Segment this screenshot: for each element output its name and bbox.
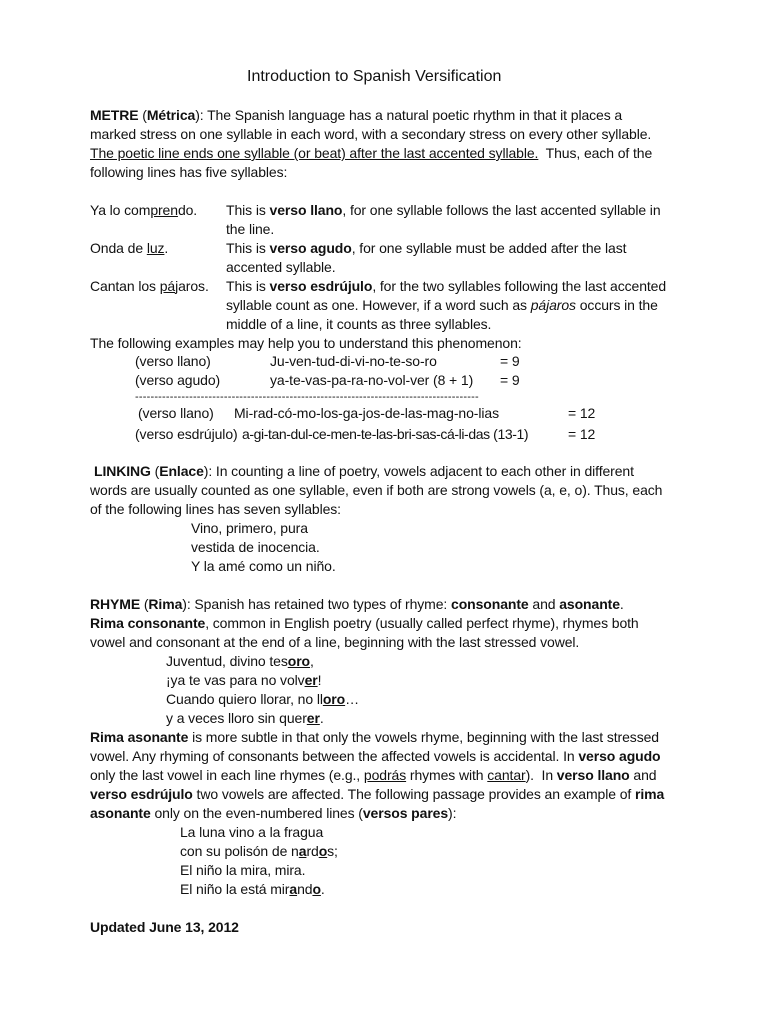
rima-asonante-line-1	[90, 728, 659, 747]
poem-text: rd	[306, 843, 319, 859]
term-versos-pares: versos pares	[362, 805, 449, 821]
asonante-poem-line: La luna vino a la fragua	[180, 824, 324, 840]
scan-type: (verso agudo)	[135, 372, 221, 388]
rhyme-vowel: a	[289, 881, 298, 897]
page-title: Introduction to Spanish Versification	[247, 68, 502, 85]
scan-syllables: ya-te-vas-pa-ra-no-vol-ver (8 + 1)	[270, 372, 474, 388]
rhyme-poem-line	[166, 690, 359, 709]
poem-text: Juventud, divino tes	[166, 653, 288, 669]
example-verso-llano-desc-2: the line.	[226, 221, 275, 237]
poem-text: con su polisón de n	[180, 843, 299, 859]
poem-text: nd	[297, 881, 313, 897]
desc-text: occurs in the	[575, 297, 658, 313]
poem-text: ¡ya te vas para no volv	[166, 672, 305, 688]
asonante-poem-line: El niño la mira, mira.	[180, 862, 306, 878]
metre-heading: METRE	[90, 107, 139, 123]
asonante-poem-line	[180, 842, 338, 861]
example-text: .	[164, 240, 169, 256]
example-text: jaros.	[175, 278, 209, 294]
poem-text: ,	[310, 653, 314, 669]
linking-poem-line: Vino, primero, pura	[191, 520, 308, 536]
rhyme-ending: er	[306, 710, 320, 726]
term-rima-asonante: Rima asonante	[90, 729, 189, 745]
rhyme-text: only on the even-numbered lines (	[150, 805, 363, 821]
example-text: do.	[177, 202, 198, 218]
desc-text: , for one syllable follows the last accented syllable in	[342, 202, 661, 218]
desc-text: This is	[226, 278, 270, 294]
linking-poem-line: Y la amé como un niño.	[191, 558, 336, 574]
example-verso-llano	[90, 201, 197, 220]
desc-text: , for one syllable must be added after the last	[351, 240, 627, 256]
metre-intro-line-2: marked stress on one syllable in each word, with a secondary stress on every other syllable.	[90, 126, 652, 142]
term-verso-llano: verso llano	[269, 202, 343, 218]
metre-rule: The poetic line ends one syllable (or beat) after the last accented syllable.	[90, 145, 539, 161]
stressed-syllable: luz	[146, 240, 165, 256]
scan-syllables: Ju-ven-tud-di-vi-no-te-so-ro	[270, 353, 437, 369]
poem-text: …	[345, 691, 360, 707]
term-rima: rima	[634, 786, 665, 802]
example-verso-agudo-desc-2: accented syllable.	[226, 259, 336, 275]
metre-intro-line-3	[90, 144, 652, 163]
linking-line-2: words are usually counted as one syllable, even if both are strong vowels (a, e, o). Thus, each	[90, 482, 663, 498]
linking-heading: LINKING	[94, 463, 151, 479]
rhyme-poem-line	[166, 671, 321, 690]
scan-type: (verso llano)	[138, 405, 214, 421]
term-verso-esdrujulo: verso esdrújulo	[90, 786, 193, 802]
example-text: Cantan los	[90, 278, 160, 294]
stressed-syllable: pren	[150, 202, 178, 218]
scan-count: = 9	[500, 353, 520, 369]
rhyme-vowel: o	[312, 881, 321, 897]
desc-text: This is	[226, 240, 270, 256]
desc-text: syllable count as one. However, if a word such as	[226, 297, 531, 313]
scan-type: (verso esdrújulo)	[135, 426, 238, 442]
scan-syllables: a-gi-tan-dul-ce-men-te-las-bri-sas-cá-li-das (13-1)	[242, 426, 529, 442]
rhyme-vowel: a	[298, 843, 307, 859]
rhyme-intro: RHYME (Rima): Spanish has retained two types of rhyme: consonante and asonante.	[90, 596, 624, 612]
rhyme-ending: er	[304, 672, 318, 688]
rima-asonante-line-4	[90, 785, 664, 804]
linking-poem-line: vestida de inocencia.	[191, 539, 320, 555]
metre-intro-text: ): The Spanish language has a natural poetic rhythm in that it places a	[195, 107, 623, 123]
rhyme-text: vowel. Any rhyming of consonants between the affected vowels is accidental. In	[90, 748, 579, 764]
example-verso-esdrujulo-desc	[226, 277, 666, 296]
term-verso-agudo: verso agudo	[578, 748, 661, 764]
rhyme-text: rhymes with	[406, 767, 488, 783]
scan-count: = 12	[568, 405, 596, 421]
poem-text: .	[319, 710, 324, 726]
example-word: cantar	[487, 767, 526, 783]
stressed-syllable: pá	[159, 278, 176, 294]
poem-text: El niño la está mir	[180, 881, 290, 897]
rhyme-text: two vowels are affected. The following passage provides an example of	[192, 786, 635, 802]
scan-count: = 12	[568, 426, 596, 442]
rhyme-heading-term: Rima	[148, 596, 183, 612]
updated-date: Updated June 13, 2012	[90, 919, 239, 935]
poem-text: y a veces lloro sin quer	[166, 710, 307, 726]
rhyme-heading: RHYME	[90, 596, 141, 612]
rhyme-ending: oro	[287, 653, 311, 669]
example-verso-esdrujulo	[90, 277, 209, 296]
rhyme-text: ):	[448, 805, 457, 821]
rhyme-vowel: o	[318, 843, 328, 859]
examples-intro: The following examples may help you to understand this phenomenon:	[90, 335, 522, 351]
rhyme-text: is more subtle in that only the vowels rhyme, beginning with the last stressed	[188, 729, 659, 745]
metre-rule-after: Thus, each of the	[538, 145, 653, 161]
example-text: Onda de	[90, 240, 147, 256]
rima-asonante-line-5	[90, 804, 456, 823]
example-word: podrás	[363, 767, 407, 783]
rima-consonante-line-2: vowel and consonant at the end of a line, beginning with the last stressed vowel.	[90, 634, 580, 650]
rima-asonante-line-3	[90, 766, 656, 785]
rhyme-text: and	[629, 767, 657, 783]
metre-heading-term: Métrica	[146, 107, 196, 123]
rhyme-text: ): Spanish has retained two types of rhyme:	[182, 596, 452, 612]
example-verso-esdrujulo-desc-2	[226, 296, 658, 315]
asonante-poem-line	[180, 880, 325, 899]
example-verso-esdrujulo-desc-3: middle of a line, it counts as three syllables.	[226, 316, 492, 332]
rhyme-text: ). In	[525, 767, 557, 783]
poem-text: .	[320, 881, 325, 897]
poem-text: s;	[327, 843, 338, 859]
scan-count: = 9	[500, 372, 520, 388]
example-text: Ya lo com	[90, 202, 151, 218]
metre-intro-line-1: METRE (Métrica): The Spanish language has a natural poetic rhythm in that it places a	[90, 107, 623, 123]
rhyme-text: only the last vowel in each line rhymes (e.g.,	[90, 767, 364, 783]
term-verso-agudo: verso agudo	[269, 240, 352, 256]
poem-text: !	[317, 672, 322, 688]
rhyme-ending: oro	[322, 691, 346, 707]
linking-line-3: of the following lines has seven syllables:	[90, 501, 341, 517]
term-consonante: consonante	[451, 596, 529, 612]
rima-asonante-line-2	[90, 747, 661, 766]
rhyme-poem-line	[166, 652, 314, 671]
term-verso-llano: verso llano	[556, 767, 630, 783]
metre-intro-line-4: following lines has five syllables:	[90, 164, 288, 180]
rhyme-text: , common in English poetry (usually called perfect rhyme), rhymes both	[205, 615, 639, 631]
rhyme-poem-line	[166, 709, 324, 728]
linking-line-1: LINKING (Enlace): In counting a line of poetry, vowels adjacent to each other in different	[94, 463, 634, 479]
term-asonante: asonante	[90, 805, 151, 821]
desc-text: This is	[226, 202, 270, 218]
rima-consonante-line-1	[90, 614, 639, 633]
example-verso-agudo-desc	[226, 239, 626, 258]
example-verso-agudo	[90, 239, 168, 258]
rhyme-text: and	[528, 596, 560, 612]
linking-heading-term: Enlace	[159, 463, 204, 479]
term-rima-consonante: Rima consonante	[90, 615, 206, 631]
example-verso-llano-desc	[226, 201, 661, 220]
linking-text: ): In counting a line of poetry, vowels adjacent to each other in different	[203, 463, 634, 479]
term-verso-esdrujulo: verso esdrújulo	[269, 278, 373, 294]
poem-text: Cuando quiero llorar, no ll	[166, 691, 323, 707]
italic-word: pájaros	[530, 297, 576, 313]
separator: -----------------------------------------------------------------------------------------	[135, 391, 479, 403]
scan-syllables: Mi-rad-có-mo-los-ga-jos-de-las-mag-no-lias	[234, 405, 499, 421]
scan-type: (verso llano)	[135, 353, 211, 369]
desc-text: , for the two syllables following the last accented	[372, 278, 667, 294]
term-asonante: asonante	[559, 596, 620, 612]
